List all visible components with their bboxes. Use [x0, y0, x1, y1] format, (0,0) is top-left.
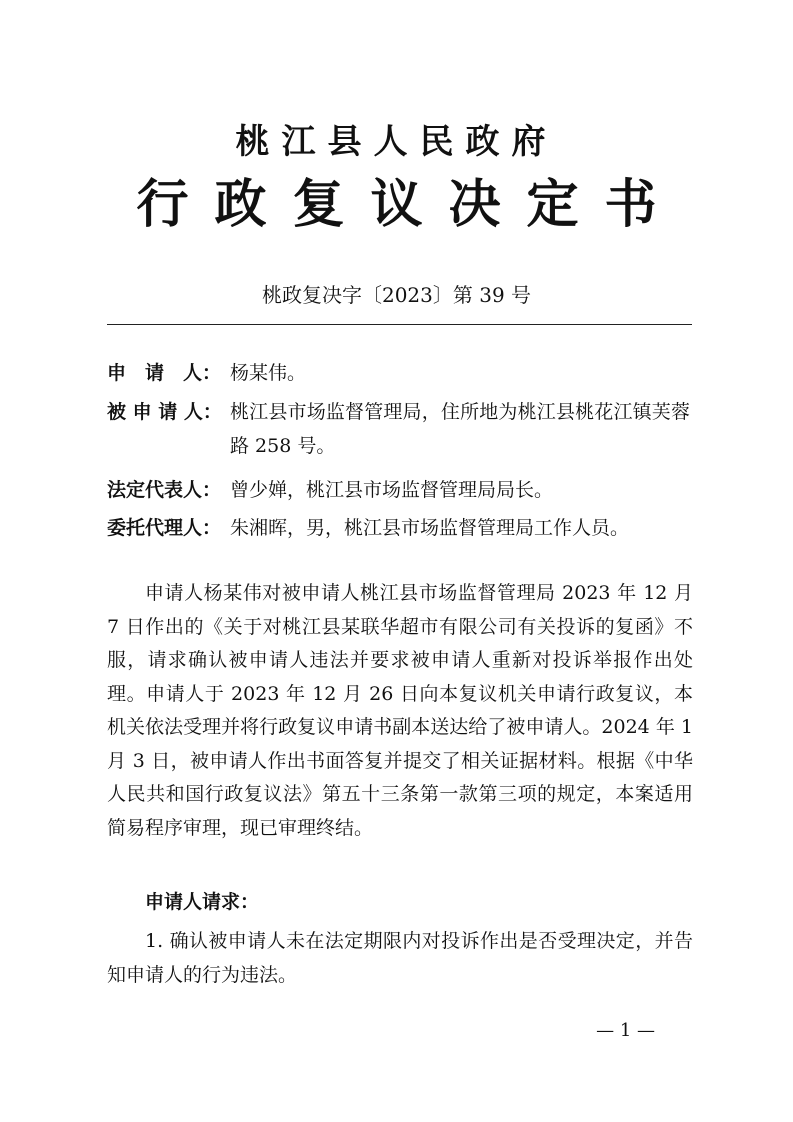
- case-intro-paragraph: 申请人杨某伟对被申请人桃江县市场监督管理局 2023 年 12 月 7 日作出的《关于对桃江县某联华超市有限公司有关投诉的复函》不服，请求确认被申请人违法并要求被申请人重新对投诉举报作出处理。申请人于 2023 年 12 月 26 日向本复议机关申请行政复议，本机关依法受理并将行政复议申请书副本送达给了被申请人。2024 年 1 月 3 日，被申请人作出书面答复并提交了相关证据材料。根据《中华人民共和国行政复议法》第五十三条第一款第三项的规定，本案适用简易程序审理，现已审理终结。: [107, 582, 693, 839]
- party-value: 曾少婵，桃江县市场监督管理局局长。: [230, 479, 554, 501]
- party-label: 被 申 请 人：: [107, 401, 222, 423]
- party-authorized-agent: [107, 511, 707, 545]
- header-divider: [107, 324, 692, 325]
- request-item-1: 1. 确认被申请人未在法定期限内对投诉作出是否受理决定，并告知申请人的行为违法。: [107, 930, 693, 986]
- party-legal-representative: [107, 473, 707, 507]
- document-type-title: 行政复议决定书: [136, 175, 683, 235]
- section-heading-requests: 申请人请求：: [145, 891, 260, 913]
- party-value: 朱湘晖，男，桃江县市场监督管理局工作人员。: [230, 517, 630, 539]
- party-label: 法定代表人：: [107, 479, 222, 501]
- issuing-authority: 桃江县人民政府: [235, 122, 558, 162]
- document-number: 桃政复决字〔2023〕第 39 号: [261, 283, 532, 307]
- party-applicant: [107, 356, 707, 390]
- party-value: 桃江县市场监督管理局，住所地为桃江县桃花江镇芙蓉路 258 号。: [230, 401, 690, 457]
- party-label: 申 请 人：: [107, 362, 222, 384]
- party-label: 委托代理人：: [107, 517, 222, 539]
- party-value: 杨某伟。: [230, 362, 307, 384]
- page-number: — 1 —: [596, 1020, 655, 1041]
- party-respondent: [107, 395, 707, 463]
